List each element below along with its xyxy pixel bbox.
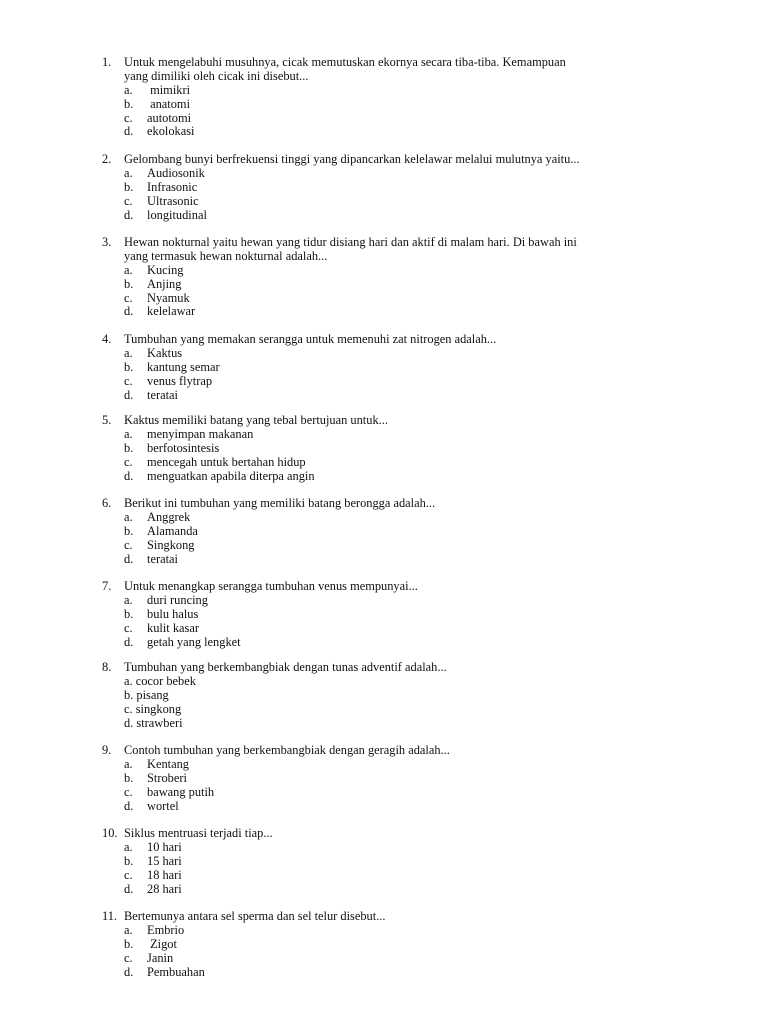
question-line: [0, 497, 768, 511]
option-letter: c.: [124, 373, 133, 388]
question-line: [0, 70, 768, 84]
question-3: [0, 236, 768, 319]
question-number: 7.: [102, 579, 112, 593]
option-letter: a.: [124, 839, 133, 854]
option-letter: d.: [124, 964, 134, 979]
option-text: duri runcing: [147, 592, 208, 607]
question-5: [0, 414, 768, 483]
option-text: Zigot: [147, 936, 177, 951]
option-letter: c.: [124, 110, 133, 125]
option-letter: b.: [124, 523, 134, 538]
option-text: cocor bebek: [135, 673, 196, 688]
question-number: 2.: [102, 152, 112, 166]
question-number: 5.: [102, 413, 112, 427]
option-text: teratai: [147, 387, 178, 402]
option-text: getah yang lengket: [147, 634, 241, 649]
question-text: yang termasuk hewan nokturnal adalah...: [124, 248, 328, 263]
option-letter: a.: [124, 756, 133, 771]
answer-option: [0, 167, 768, 181]
option-letter: a.: [124, 82, 133, 97]
question-1: [0, 56, 768, 139]
option-letter: b.: [124, 96, 134, 111]
answer-option: [0, 470, 768, 484]
question-text: Untuk mengelabuhi musuhnya, cicak memutuskan ekornya secara tiba-tiba. Kemampuan: [124, 55, 566, 69]
option-letter: b.: [124, 606, 134, 621]
option-text: Embrio: [147, 922, 185, 937]
option-letter: b.: [124, 440, 134, 455]
answer-options: [0, 675, 768, 731]
option-letter: d.: [124, 387, 134, 402]
option-letter: d.: [124, 124, 134, 139]
answer-option: [0, 428, 768, 442]
answer-option: [0, 800, 768, 814]
question-line: [0, 910, 768, 924]
option-text: pisang: [136, 687, 169, 702]
option-text: Infrasonic: [147, 179, 198, 194]
option-text: wortel: [147, 798, 179, 813]
option-text: Kaktus: [147, 345, 183, 360]
answer-option: [0, 181, 768, 195]
option-text: menguatkan apabila diterpa angin: [147, 468, 315, 483]
option-letter: a.: [124, 165, 133, 180]
option-letter: d.: [124, 881, 134, 896]
question-9: [0, 744, 768, 813]
question-2: [0, 153, 768, 222]
option-text: 15 hari: [147, 853, 182, 868]
question-text: Siklus mentruasi terjadi tiap...: [124, 826, 273, 840]
question-number: 1.: [102, 55, 112, 69]
option-text: mencegah untuk bertahan hidup: [147, 454, 306, 469]
option-text: strawberi: [136, 715, 183, 730]
option-text: Alamanda: [147, 523, 198, 538]
question-number: 11.: [102, 909, 118, 923]
question-line: [0, 744, 768, 758]
question-10: [0, 827, 768, 896]
question-text: Tumbuhan yang berkembangbiak dengan tunas adventif adalah...: [124, 660, 447, 674]
option-letter: d.: [124, 551, 134, 566]
option-text: Nyamuk: [147, 290, 190, 305]
question-line: [0, 580, 768, 594]
option-letter: c.: [124, 950, 133, 965]
option-text: singkong: [135, 701, 182, 716]
option-text: kulit kasar: [147, 620, 199, 635]
option-text: 10 hari: [147, 839, 182, 854]
answer-option: [0, 125, 768, 139]
answer-option: [0, 675, 768, 689]
option-letter: a.: [124, 345, 133, 360]
answer-option: [0, 786, 768, 800]
question-number: 3.: [102, 235, 112, 249]
option-letter: d.: [124, 468, 134, 483]
question-11: [0, 910, 768, 979]
option-letter: c.: [124, 784, 133, 799]
question-text: Bertemunya antara sel sperma dan sel telur disebut...: [124, 909, 386, 923]
answer-option: [0, 608, 768, 622]
option-text: Ultrasonic: [147, 193, 199, 208]
answer-option: [0, 883, 768, 897]
question-number: 10.: [102, 826, 118, 840]
answer-options: [0, 841, 768, 897]
option-letter: b.: [124, 770, 134, 785]
question-line: [0, 827, 768, 841]
option-letter: c.: [124, 537, 133, 552]
option-letter: d.: [124, 634, 134, 649]
option-letter: a.: [124, 426, 133, 441]
option-letter: b.: [124, 179, 134, 194]
question-number: 6.: [102, 496, 112, 510]
question-8: [0, 661, 768, 730]
option-letter: c.: [124, 620, 133, 635]
answer-option: [0, 594, 768, 608]
option-text: kelelawar: [147, 304, 196, 319]
answer-options: [0, 758, 768, 814]
option-text: Singkong: [147, 537, 195, 552]
option-text: Kentang: [147, 756, 189, 771]
option-text: longitudinal: [147, 207, 207, 222]
option-letter: a.: [124, 673, 133, 688]
question-4: [0, 333, 768, 402]
question-line: [0, 661, 768, 675]
question-7: [0, 580, 768, 649]
answer-option: [0, 84, 768, 98]
answer-option: [0, 841, 768, 855]
option-letter: c.: [124, 193, 133, 208]
question-number: 8.: [102, 660, 112, 674]
question-line: [0, 56, 768, 70]
question-number: 9.: [102, 743, 112, 757]
question-text: Contoh tumbuhan yang berkembangbiak dengan geragih adalah...: [124, 743, 450, 757]
option-letter: b.: [124, 359, 134, 374]
answer-option: [0, 717, 768, 731]
question-text: Untuk menangkap serangga tumbuhan venus mempunyai...: [124, 579, 418, 593]
option-letter: d.: [124, 715, 134, 730]
answer-options: [0, 924, 768, 980]
answer-option: [0, 375, 768, 389]
option-letter: b.: [124, 853, 134, 868]
answer-option: [0, 209, 768, 223]
answer-options: [0, 167, 768, 223]
question-text: Gelombang bunyi berfrekuensi tinggi yang dipancarkan kelelawar melalui mulutnya yaitu...: [124, 152, 580, 166]
answer-option: [0, 278, 768, 292]
answer-option: [0, 347, 768, 361]
option-text: Audiosonik: [147, 165, 205, 180]
answer-options: [0, 84, 768, 140]
option-letter: a.: [124, 262, 133, 277]
option-text: berfotosintesis: [147, 440, 220, 455]
question-6: [0, 497, 768, 566]
answer-options: [0, 264, 768, 320]
option-text: Pembuahan: [147, 964, 205, 979]
answer-option: [0, 772, 768, 786]
answer-option: [0, 938, 768, 952]
answer-option: [0, 292, 768, 306]
option-letter: d.: [124, 207, 134, 222]
answer-option: [0, 689, 768, 703]
option-letter: c.: [124, 701, 133, 716]
option-letter: b.: [124, 276, 134, 291]
question-line: [0, 414, 768, 428]
answer-option: [0, 869, 768, 883]
option-letter: a.: [124, 509, 133, 524]
option-text: anatomi: [147, 96, 191, 111]
option-text: mimikri: [147, 82, 191, 97]
answer-options: [0, 511, 768, 567]
option-text: 28 hari: [147, 881, 182, 896]
option-text: ekolokasi: [147, 124, 195, 139]
option-text: Anjing: [147, 276, 182, 291]
answer-options: [0, 428, 768, 484]
question-line: [0, 153, 768, 167]
option-letter: c.: [124, 454, 133, 469]
answer-option: [0, 636, 768, 650]
question-text: Tumbuhan yang memakan serangga untuk memenuhi zat nitrogen adalah...: [124, 332, 497, 346]
option-letter: d.: [124, 798, 134, 813]
option-text: kantung semar: [147, 359, 220, 374]
answer-option: [0, 511, 768, 525]
option-text: 18 hari: [147, 867, 182, 882]
question-text: Hewan nokturnal yaitu hewan yang tidur disiang hari dan aktif di malam hari. Di bawah ini: [124, 235, 577, 249]
answer-option: [0, 361, 768, 375]
answer-option: [0, 952, 768, 966]
option-text: menyimpan makanan: [147, 426, 254, 441]
answer-option: [0, 112, 768, 126]
question-text: Berikut ini tumbuhan yang memiliki batang berongga adalah...: [124, 496, 436, 510]
answer-option: [0, 195, 768, 209]
option-letter: c.: [124, 867, 133, 882]
answer-option: [0, 966, 768, 980]
option-text: bawang putih: [147, 784, 215, 799]
answer-option: [0, 264, 768, 278]
option-letter: a.: [124, 922, 133, 937]
answer-options: [0, 594, 768, 650]
answer-option: [0, 622, 768, 636]
option-text: teratai: [147, 551, 178, 566]
question-line: [0, 250, 768, 264]
option-letter: a.: [124, 592, 133, 607]
option-letter: d.: [124, 304, 134, 319]
answer-option: [0, 525, 768, 539]
question-text: Kaktus memiliki batang yang tebal bertujuan untuk...: [124, 413, 388, 427]
option-letter: b.: [124, 936, 134, 951]
question-number: 4.: [102, 332, 112, 346]
option-letter: b.: [124, 687, 134, 702]
answer-option: [0, 442, 768, 456]
answer-option: [0, 758, 768, 772]
answer-option: [0, 98, 768, 112]
option-text: bulu halus: [147, 606, 199, 621]
answer-option: [0, 305, 768, 319]
option-text: Stroberi: [147, 770, 187, 785]
answer-option: [0, 855, 768, 869]
answer-option: [0, 389, 768, 403]
question-line: [0, 333, 768, 347]
question-text: yang dimiliki oleh cicak ini disebut...: [124, 68, 309, 83]
option-letter: c.: [124, 290, 133, 305]
option-text: Kucing: [147, 262, 184, 277]
option-text: Janin: [147, 950, 174, 965]
answer-option: [0, 924, 768, 938]
question-line: [0, 236, 768, 250]
option-text: Anggrek: [147, 509, 191, 524]
answer-options: [0, 347, 768, 403]
answer-option: [0, 553, 768, 567]
option-text: venus flytrap: [147, 373, 213, 388]
answer-option: [0, 703, 768, 717]
answer-option: [0, 539, 768, 553]
answer-option: [0, 456, 768, 470]
option-text: autotomi: [147, 110, 192, 125]
